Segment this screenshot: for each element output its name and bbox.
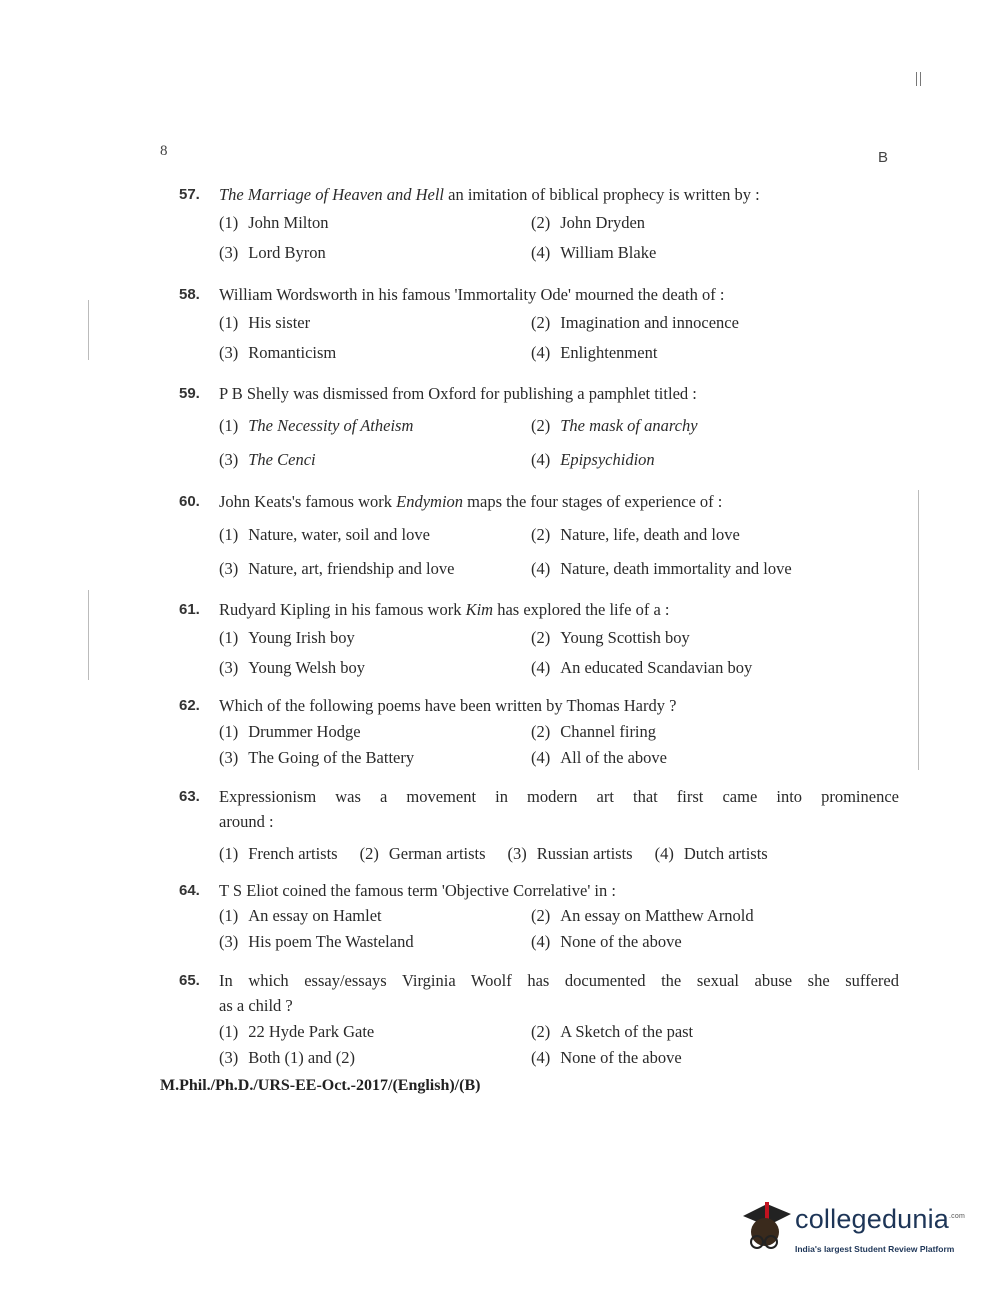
set-code: B xyxy=(878,149,889,166)
option-number: (1) xyxy=(219,906,239,925)
option-text: The Going of the Battery xyxy=(248,748,415,767)
option xyxy=(531,930,891,954)
option xyxy=(219,720,531,744)
option-text: A Sketch of the past xyxy=(560,1022,694,1041)
indent-spacer xyxy=(179,993,219,1018)
option-text: Both (1) and (2) xyxy=(248,1048,356,1067)
option xyxy=(219,341,531,365)
option-text: Nature, art, friendship and love xyxy=(248,559,455,578)
option-number: (2) xyxy=(531,313,551,332)
option-text: The mask of anarchy xyxy=(560,416,698,435)
option xyxy=(219,626,531,650)
option-text: Young Irish boy xyxy=(248,628,355,647)
option-number: (1) xyxy=(219,313,239,332)
option-number: (3) xyxy=(219,748,239,767)
question-text: T S Eliot coined the famous term 'Objective Correlative' in : xyxy=(219,881,616,900)
paper-code: M.Phil./Ph.D./URS-EE-Oct.-2017/(English)/(B) xyxy=(160,1077,481,1094)
question-text: Expressionism was a movement in modern art that first came into prominence xyxy=(219,787,899,806)
question-number: 59. xyxy=(179,385,200,402)
option xyxy=(219,523,531,547)
option-text: Russian artists xyxy=(536,844,633,863)
question-number: 64. xyxy=(179,882,200,899)
question-59 xyxy=(179,381,899,472)
question-text: In which essay/essays Virginia Woolf has documented the sexual abuse she suffered xyxy=(219,971,899,990)
option xyxy=(219,1046,531,1070)
question-57 xyxy=(179,182,899,265)
question-text: P B Shelly was dismissed from Oxford for publishing a pamphlet titled : xyxy=(219,384,697,403)
indent-spacer xyxy=(179,809,219,834)
question-text-italic: Kim xyxy=(465,600,494,619)
logo-wordmark xyxy=(795,1204,965,1235)
option-text: John Milton xyxy=(248,213,329,232)
option-number: (4) xyxy=(531,559,551,578)
question-text-part: has explored the life of a : xyxy=(493,600,670,619)
option-text: Lord Byron xyxy=(248,243,326,262)
option-text: Epipsychidion xyxy=(560,450,655,469)
option-number: (4) xyxy=(531,450,551,469)
option xyxy=(531,720,891,744)
option xyxy=(655,842,768,866)
question-text-continuation: as a child ? xyxy=(219,996,293,1015)
option-number: (3) xyxy=(507,844,527,863)
question-number: 63. xyxy=(179,788,200,805)
option-number: (2) xyxy=(531,1022,551,1041)
option-text: 22 Hyde Park Gate xyxy=(248,1022,375,1041)
option xyxy=(508,842,633,866)
question-62 xyxy=(179,693,899,770)
option-text: None of the above xyxy=(560,1048,682,1067)
option xyxy=(360,842,486,866)
question-text-italic: The Marriage of Heaven and Hell xyxy=(219,185,444,204)
option-number: (4) xyxy=(654,844,674,863)
option xyxy=(219,448,531,472)
option-text: William Blake xyxy=(560,243,657,262)
option xyxy=(531,241,891,265)
option xyxy=(531,523,891,547)
option-number: (2) xyxy=(359,844,379,863)
option-text: An essay on Hamlet xyxy=(248,906,382,925)
scan-margin-line xyxy=(918,490,919,770)
scan-margin-line xyxy=(88,590,89,680)
question-60 xyxy=(179,489,899,581)
question-number: 65. xyxy=(179,972,200,989)
scan-margin-line xyxy=(88,300,89,360)
option-text: An essay on Matthew Arnold xyxy=(560,906,754,925)
option xyxy=(531,211,891,235)
option xyxy=(219,656,531,680)
option-number: (1) xyxy=(219,525,239,544)
option xyxy=(219,904,531,928)
option-number: (3) xyxy=(219,1048,239,1067)
option-number: (4) xyxy=(531,343,551,362)
question-text xyxy=(219,489,899,514)
option-text: John Dryden xyxy=(560,213,646,232)
option-text: His poem The Wasteland xyxy=(248,932,414,951)
option-text: Young Scottish boy xyxy=(560,628,690,647)
option-text: Nature, water, soil and love xyxy=(248,525,430,544)
option-number: (3) xyxy=(219,559,239,578)
question-58 xyxy=(179,282,899,365)
option-number: (1) xyxy=(219,844,239,863)
option-number: (3) xyxy=(219,932,239,951)
option xyxy=(219,414,531,438)
logo-tagline: India's largest Student Review Platform xyxy=(795,1244,955,1254)
option-number: (4) xyxy=(531,748,551,767)
question-text-continuation: around : xyxy=(219,812,274,831)
option-number: (1) xyxy=(219,1022,239,1041)
option-number: (1) xyxy=(219,722,239,741)
page-number: 8 xyxy=(160,143,168,159)
option-text: The Necessity of Atheism xyxy=(248,416,414,435)
option-number: (2) xyxy=(531,628,551,647)
option-text: All of the above xyxy=(560,748,668,767)
option xyxy=(219,557,531,581)
option xyxy=(531,626,891,650)
option-text: Young Welsh boy xyxy=(248,658,366,677)
option xyxy=(531,557,891,581)
option-number: (3) xyxy=(219,243,239,262)
option-number: (3) xyxy=(219,450,239,469)
option-text: French artists xyxy=(248,844,338,863)
question-61 xyxy=(179,597,899,680)
option-number: (2) xyxy=(531,722,551,741)
option-number: (1) xyxy=(219,213,239,232)
option-text: Drummer Hodge xyxy=(248,722,361,741)
option-text: Channel firing xyxy=(560,722,657,741)
option-text: Romanticism xyxy=(248,343,337,362)
option-number: (2) xyxy=(531,213,551,232)
question-text-part: an imitation of biblical prophecy is written by : xyxy=(444,185,760,204)
question-text: William Wordsworth in his famous 'Immortality Ode' mourned the death of : xyxy=(219,285,725,304)
option-number: (1) xyxy=(219,628,239,647)
question-text-part: Rudyard Kipling in his famous work xyxy=(219,600,466,619)
option xyxy=(219,842,338,866)
question-64 xyxy=(179,878,899,954)
option-text: Nature, death immortality and love xyxy=(560,559,792,578)
option xyxy=(531,448,891,472)
option-number: (3) xyxy=(219,658,239,677)
corner-mark xyxy=(916,72,921,86)
question-65 xyxy=(179,968,899,1070)
question-number: 60. xyxy=(179,493,200,510)
logo-name: collegedunia xyxy=(795,1204,950,1234)
option xyxy=(531,904,891,928)
logo-suffix: .com xyxy=(949,1213,966,1220)
option-number: (4) xyxy=(531,243,551,262)
question-text: Which of the following poems have been written by Thomas Hardy ? xyxy=(219,696,677,715)
question-number: 57. xyxy=(179,186,200,203)
option xyxy=(531,1020,891,1044)
option xyxy=(219,241,531,265)
option-text: An educated Scandavian boy xyxy=(560,658,753,677)
question-text xyxy=(219,182,899,207)
option-number: (3) xyxy=(219,343,239,362)
option xyxy=(219,930,531,954)
option xyxy=(219,746,531,770)
option-number: (4) xyxy=(531,1048,551,1067)
option xyxy=(219,211,531,235)
collegedunia-logo xyxy=(737,1198,966,1260)
option-text: Nature, life, death and love xyxy=(560,525,740,544)
question-text-part: John Keats's famous work xyxy=(219,492,397,511)
option xyxy=(219,1020,531,1044)
option xyxy=(531,341,891,365)
option xyxy=(531,1046,891,1070)
option-text: German artists xyxy=(388,844,486,863)
graduate-mascot-icon xyxy=(737,1198,795,1256)
option-text: None of the above xyxy=(560,932,682,951)
option xyxy=(531,311,891,335)
option-text: Imagination and innocence xyxy=(560,313,739,332)
question-number: 61. xyxy=(179,601,200,618)
option-number: (4) xyxy=(531,658,551,677)
question-number: 62. xyxy=(179,697,200,714)
option-number: (2) xyxy=(531,906,551,925)
question-number: 58. xyxy=(179,286,200,303)
option-text: Enlightenment xyxy=(560,343,658,362)
option xyxy=(531,656,891,680)
question-text-italic: Endymion xyxy=(396,492,464,511)
option-text: His sister xyxy=(248,313,311,332)
option xyxy=(219,311,531,335)
option xyxy=(531,414,891,438)
option-number: (2) xyxy=(531,416,551,435)
option-text: The Cenci xyxy=(248,450,316,469)
option-text: Dutch artists xyxy=(683,844,768,863)
option xyxy=(531,746,891,770)
question-text-part: maps the four stages of experience of : xyxy=(463,492,723,511)
option-number: (2) xyxy=(531,525,551,544)
question-63 xyxy=(179,784,899,866)
option-number: (4) xyxy=(531,932,551,951)
option-number: (1) xyxy=(219,416,239,435)
question-text xyxy=(219,597,899,622)
